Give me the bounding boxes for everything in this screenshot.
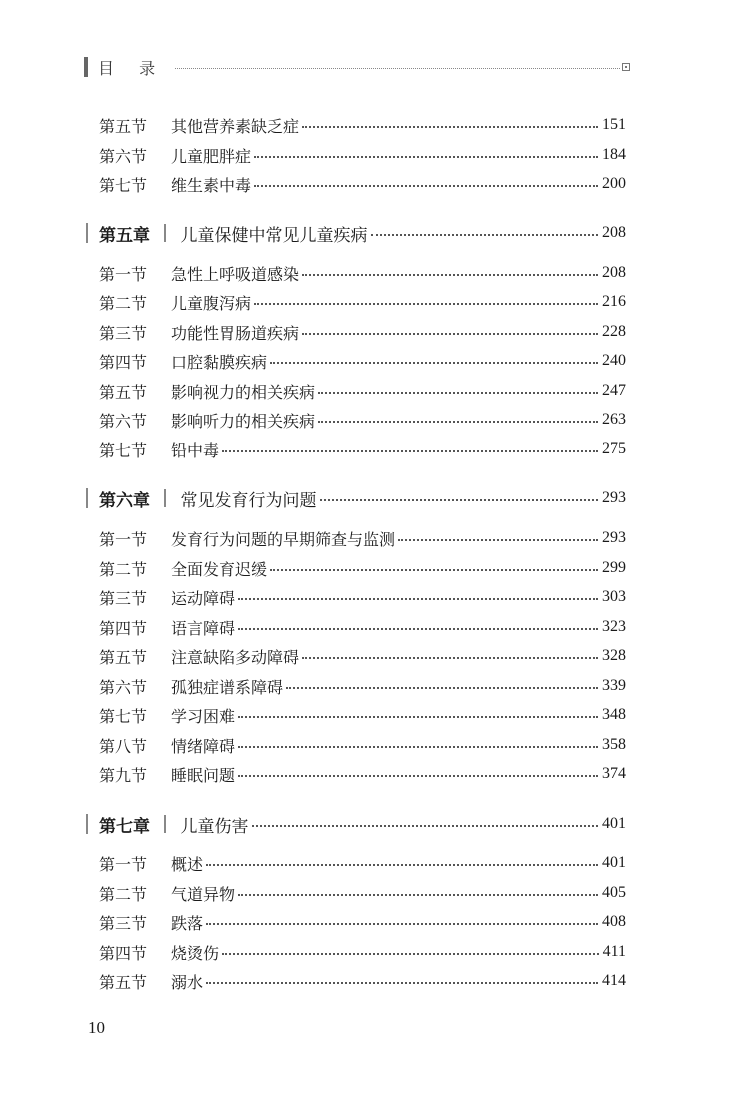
section-label: 第五节 [99, 647, 148, 667]
toc-section-row[interactable] [99, 969, 626, 993]
section-label: 第七节 [99, 706, 148, 726]
section-page: 228 [602, 323, 626, 340]
dot-leader [398, 539, 598, 541]
section-page: 208 [602, 264, 626, 281]
toc-section-row[interactable] [99, 556, 626, 580]
toc-section-row[interactable] [99, 644, 626, 668]
section-page: 358 [602, 736, 626, 753]
toc-section-row[interactable] [99, 674, 626, 698]
section-page: 401 [602, 854, 626, 871]
section-page: 348 [602, 706, 626, 723]
section-page: 323 [602, 618, 626, 635]
dot-leader [302, 657, 598, 659]
toc-section-row[interactable] [99, 437, 626, 461]
section-title: 烧烫伤 [171, 943, 220, 963]
chapter-separator [164, 815, 166, 833]
section-title: 影响视力的相关疾病 [171, 382, 316, 402]
section-label: 第二节 [99, 293, 148, 313]
dot-leader [318, 392, 598, 394]
section-title: 急性上呼吸道感染 [171, 264, 300, 284]
dot-leader [302, 333, 598, 335]
section-page: 247 [602, 382, 626, 399]
section-page: 240 [602, 352, 626, 369]
section-label: 第九节 [99, 765, 148, 785]
section-page: 299 [602, 559, 626, 576]
toc-section-row[interactable] [99, 585, 626, 609]
chapter-label: 第五章 [99, 225, 150, 246]
section-page: 293 [602, 529, 626, 546]
chapter-separator [164, 224, 166, 242]
header-end-ornament [622, 63, 630, 71]
section-title: 跌落 [171, 913, 204, 933]
section-label: 第二节 [99, 884, 148, 904]
chapter-label: 第七章 [99, 816, 150, 837]
section-label: 第一节 [99, 529, 148, 549]
section-title: 孤独症谱系障碍 [171, 677, 284, 697]
toc-section-row[interactable] [99, 910, 626, 934]
dot-leader [270, 569, 598, 571]
chapter-separator [164, 489, 166, 507]
toc-chapter-row[interactable] [86, 810, 626, 838]
section-page: 411 [602, 943, 626, 960]
section-label: 第五节 [99, 972, 148, 992]
section-title: 口腔黏膜疾病 [171, 352, 268, 372]
section-title: 情绪障碍 [171, 736, 236, 756]
section-page: 275 [602, 440, 626, 457]
dot-leader [238, 628, 598, 630]
section-label: 第六节 [99, 146, 148, 166]
dot-leader [238, 894, 598, 896]
toc-section-row[interactable] [99, 408, 626, 432]
section-title: 概述 [171, 854, 204, 874]
section-title: 运动障碍 [171, 588, 236, 608]
section-title: 睡眠问题 [171, 765, 236, 785]
section-page: 414 [602, 972, 626, 989]
section-label: 第一节 [99, 854, 148, 874]
section-label: 第四节 [99, 352, 148, 372]
section-label: 第四节 [99, 618, 148, 638]
toc-section-row[interactable] [99, 615, 626, 639]
section-title: 影响听力的相关疾病 [171, 411, 316, 431]
toc-section-row[interactable] [99, 851, 626, 875]
chapter-bar [86, 223, 88, 243]
chapter-bar [86, 488, 88, 508]
toc-section-row[interactable] [99, 379, 626, 403]
section-page: 339 [602, 677, 626, 694]
dot-leader [238, 598, 598, 600]
toc-section-row[interactable] [99, 703, 626, 727]
section-title: 学习困难 [171, 706, 236, 726]
toc-section-row[interactable] [99, 526, 626, 550]
dot-leader [206, 982, 598, 984]
dot-leader [238, 775, 598, 777]
section-label: 第一节 [99, 264, 148, 284]
section-title: 功能性胃肠道疾病 [171, 323, 300, 343]
toc-section-row[interactable] [99, 940, 626, 964]
section-page: 151 [602, 116, 626, 133]
toc-section-row[interactable] [99, 762, 626, 786]
dot-leader [371, 234, 599, 236]
dot-leader [302, 126, 598, 128]
dot-leader [254, 185, 598, 187]
header-bar [84, 57, 88, 77]
chapter-page: 293 [602, 489, 626, 506]
dot-leader [222, 450, 598, 452]
toc-chapter-row[interactable] [86, 484, 626, 512]
section-page: 200 [602, 175, 626, 192]
section-label: 第八节 [99, 736, 148, 756]
section-label: 第三节 [99, 913, 148, 933]
dot-leader [286, 687, 598, 689]
toc-section-row[interactable] [99, 261, 626, 285]
running-header [84, 54, 630, 80]
section-page: 184 [602, 146, 626, 163]
toc-section-row[interactable] [99, 113, 626, 137]
toc-section-row[interactable] [99, 290, 626, 314]
toc-section-row[interactable] [99, 733, 626, 757]
section-page: 405 [602, 884, 626, 901]
section-title: 维生素中毒 [171, 175, 252, 195]
section-label: 第四节 [99, 943, 148, 963]
section-title: 儿童肥胖症 [171, 146, 252, 166]
section-label: 第三节 [99, 323, 148, 343]
section-label: 第五节 [99, 382, 148, 402]
chapter-title: 儿童保健中常见儿童疾病 [180, 225, 368, 246]
section-title: 注意缺陷多动障碍 [171, 647, 300, 667]
section-label: 第七节 [99, 440, 148, 460]
dot-leader [270, 362, 598, 364]
section-label: 第六节 [99, 411, 148, 431]
chapter-bar [86, 814, 88, 834]
section-title: 儿童腹泻病 [171, 293, 252, 313]
section-label: 第二节 [99, 559, 148, 579]
chapter-label: 第六章 [99, 490, 150, 511]
section-label: 第七节 [99, 175, 148, 195]
toc-section-row[interactable] [99, 143, 626, 167]
section-page: 303 [602, 588, 626, 605]
dot-leader [238, 716, 598, 718]
chapter-page: 401 [602, 815, 626, 832]
header-dotted-rule [175, 68, 620, 69]
dot-leader [254, 156, 598, 158]
section-title: 其他营养素缺乏症 [171, 116, 300, 136]
chapter-title: 常见发育行为问题 [180, 490, 317, 511]
section-title: 溺水 [171, 972, 204, 992]
section-title: 全面发育迟缓 [171, 559, 268, 579]
dot-leader [320, 499, 599, 501]
section-page: 374 [602, 765, 626, 782]
section-title: 语言障碍 [171, 618, 236, 638]
section-page: 263 [602, 411, 626, 428]
toc-section-row[interactable] [99, 172, 626, 196]
dot-leader [206, 923, 598, 925]
section-label: 第三节 [99, 588, 148, 608]
toc-section-row[interactable] [99, 320, 626, 344]
dot-leader [254, 303, 598, 305]
chapter-title: 儿童伤害 [180, 816, 249, 837]
folio-page-number: 10 [88, 1018, 105, 1037]
toc-chapter-row[interactable] [86, 219, 626, 247]
header-title: 目 录 [98, 58, 166, 78]
section-page: 216 [602, 293, 626, 310]
section-label: 第六节 [99, 677, 148, 697]
section-label: 第五节 [99, 116, 148, 136]
dot-leader [302, 274, 598, 276]
section-page: 408 [602, 913, 626, 930]
dot-leader [206, 864, 598, 866]
section-title: 铅中毒 [171, 440, 220, 460]
dot-leader [222, 953, 599, 955]
toc-section-row[interactable] [99, 349, 626, 373]
chapter-page: 208 [602, 224, 626, 241]
dot-leader [238, 746, 598, 748]
dot-leader [318, 421, 598, 423]
section-title: 气道异物 [171, 884, 236, 904]
dot-leader [252, 825, 599, 827]
section-page: 328 [602, 647, 626, 664]
toc-section-row[interactable] [99, 881, 626, 905]
section-title: 发育行为问题的早期筛查与监测 [171, 529, 396, 549]
